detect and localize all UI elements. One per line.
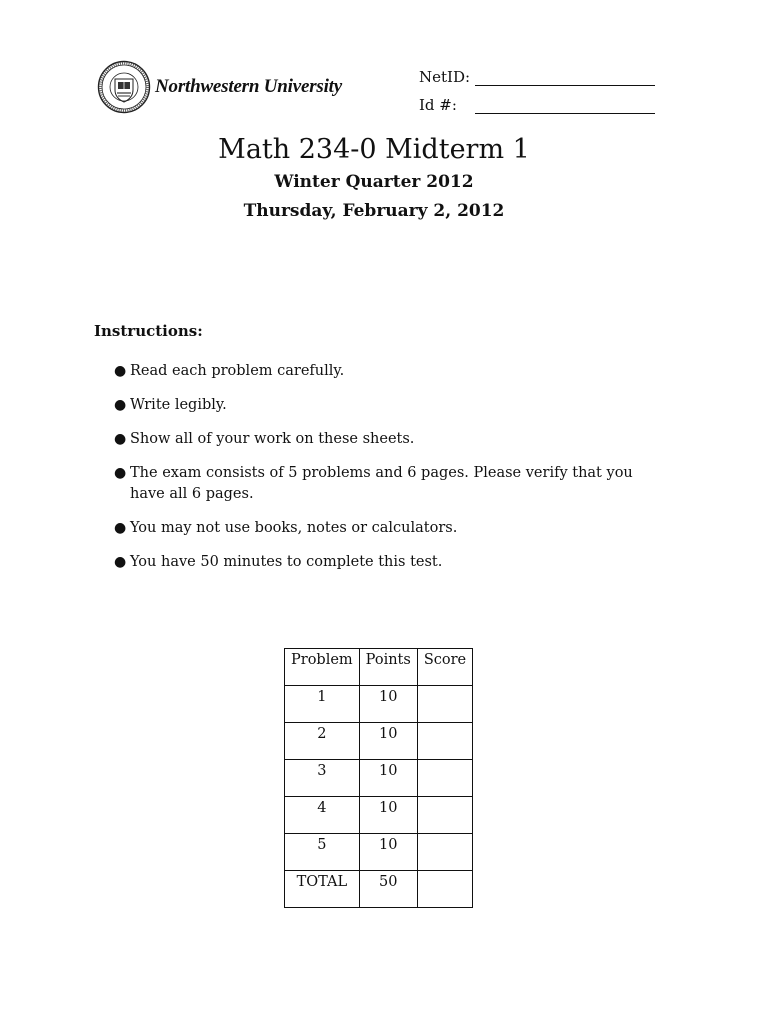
table-row bbox=[285, 723, 472, 760]
bullet-icon: ● bbox=[114, 431, 127, 447]
table-row bbox=[285, 871, 472, 907]
score-cell[interactable] bbox=[418, 797, 472, 834]
table-row bbox=[285, 834, 472, 871]
list-item bbox=[114, 361, 659, 382]
score-cell[interactable] bbox=[418, 760, 472, 797]
score-table bbox=[284, 648, 473, 908]
table-header-row bbox=[285, 649, 472, 686]
table-row bbox=[285, 760, 472, 797]
instructions-heading: Instructions: bbox=[94, 322, 203, 340]
problem-cell: TOTAL bbox=[285, 871, 360, 907]
bullet-icon: ● bbox=[114, 465, 127, 481]
list-item bbox=[114, 395, 659, 416]
header-score: Score bbox=[418, 649, 472, 686]
bullet-icon: ● bbox=[114, 520, 127, 536]
header-points: Points bbox=[360, 649, 418, 686]
list-item bbox=[114, 552, 659, 573]
instruction-text: You may not use books, notes or calculators. bbox=[130, 520, 458, 536]
score-cell[interactable] bbox=[418, 723, 472, 760]
problem-cell: 2 bbox=[285, 723, 360, 760]
exam-term: Winter Quarter 2012 bbox=[274, 172, 474, 192]
score-cell[interactable] bbox=[418, 871, 472, 907]
table-row bbox=[285, 797, 472, 834]
points-cell: 10 bbox=[360, 686, 418, 723]
list-item bbox=[114, 463, 659, 505]
problem-cell: 3 bbox=[285, 760, 360, 797]
netid-row bbox=[419, 58, 655, 86]
exam-date: Thursday, February 2, 2012 bbox=[243, 201, 505, 221]
bullet-icon: ● bbox=[114, 554, 127, 570]
instruction-text: The exam consists of 5 problems and 6 pages. Please verify that you have all 6 pages. bbox=[130, 465, 633, 502]
points-cell: 50 bbox=[360, 871, 418, 907]
points-cell: 10 bbox=[360, 760, 418, 797]
netid-field[interactable] bbox=[475, 67, 655, 86]
exam-title: Math 234-0 Midterm 1 bbox=[218, 134, 530, 165]
instruction-text: You have 50 minutes to complete this test. bbox=[130, 554, 443, 570]
score-cell[interactable] bbox=[418, 686, 472, 723]
points-cell: 10 bbox=[360, 723, 418, 760]
score-cell[interactable] bbox=[418, 834, 472, 871]
points-cell: 10 bbox=[360, 834, 418, 871]
problem-cell: 4 bbox=[285, 797, 360, 834]
problem-cell: 1 bbox=[285, 686, 360, 723]
id-number-row bbox=[419, 86, 655, 114]
header-problem: Problem bbox=[285, 649, 360, 686]
instruction-text: Write legibly. bbox=[130, 397, 227, 413]
university-name: Northwestern University bbox=[155, 76, 342, 97]
bullet-icon: ● bbox=[114, 397, 127, 413]
table-row bbox=[285, 686, 472, 723]
list-item bbox=[114, 518, 659, 539]
university-seal-icon bbox=[97, 60, 151, 114]
instruction-text: Read each problem carefully. bbox=[130, 363, 345, 379]
university-logo bbox=[97, 60, 342, 114]
list-item bbox=[114, 429, 659, 450]
points-cell: 10 bbox=[360, 797, 418, 834]
id-number-label: Id #: bbox=[419, 96, 457, 114]
id-number-field[interactable] bbox=[475, 95, 655, 114]
instructions-list bbox=[114, 361, 659, 586]
instruction-text: Show all of your work on these sheets. bbox=[130, 431, 415, 447]
bullet-icon: ● bbox=[114, 363, 127, 379]
problem-cell: 5 bbox=[285, 834, 360, 871]
id-fields bbox=[419, 58, 655, 114]
netid-label: NetID: bbox=[419, 68, 471, 86]
